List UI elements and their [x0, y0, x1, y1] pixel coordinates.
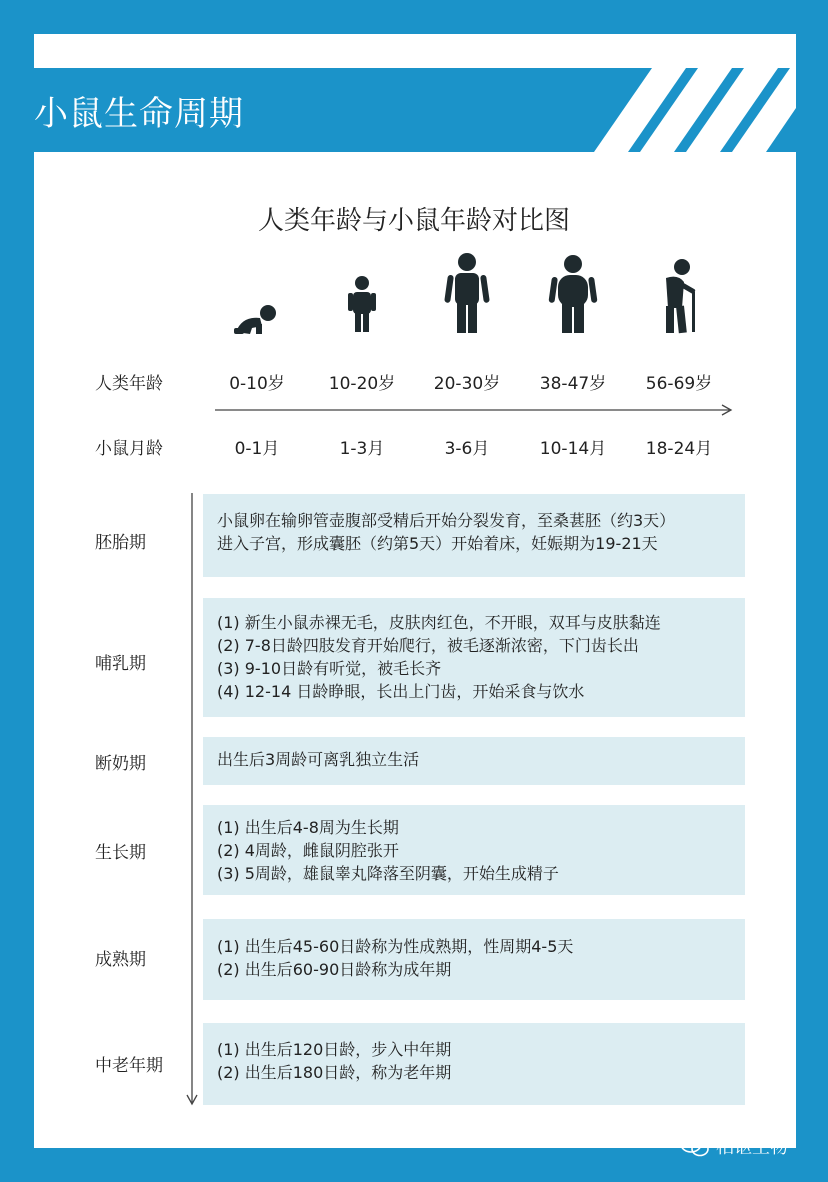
stage-description	[203, 805, 745, 895]
stage-label: 生长期	[95, 843, 146, 863]
watermark	[680, 1133, 788, 1159]
stage-line: (2) 7-8日龄四肢发育开始爬行，被毛逐渐浓密，下门齿长出	[217, 636, 639, 655]
human-age-label: 人类年龄	[95, 374, 163, 394]
stage-line: (1) 新生小鼠赤裸无毛，皮肤肉红色，不开眼，双耳与皮肤黏连	[217, 613, 661, 632]
stage-timeline-arrow	[185, 493, 199, 1108]
stage-line: (2) 出生后60-90日龄称为成年期	[217, 960, 452, 979]
human-age-value: 0-10岁	[229, 374, 285, 394]
watermark-text: 柏讴生物	[716, 1137, 788, 1158]
stage-description	[203, 494, 745, 577]
mouse-age-label: 小鼠月龄	[95, 439, 163, 459]
stage-line: 小鼠卵在输卵管壶腹部受精后开始分裂发育，至桑葚胚（约3天）	[217, 511, 676, 530]
stage-label: 断奶期	[95, 754, 146, 774]
child-icon	[317, 250, 407, 340]
stage-line: (3) 5周龄，雄鼠睾丸降落至阴囊，开始生成精子	[217, 864, 559, 883]
stage-description	[203, 1023, 745, 1105]
middle-aged-man-icon	[528, 250, 618, 340]
mouse-age-value: 3-6月	[444, 439, 490, 459]
decorative-stripes	[536, 68, 796, 152]
title-banner	[34, 68, 796, 152]
mouse-age-value: 10-14月	[539, 439, 607, 459]
stage-line: (4) 12-14 日龄睁眼，长出上门齿，开始采食与饮水	[217, 682, 585, 701]
mouse-age-value: 1-3月	[339, 439, 385, 459]
stage-description	[203, 598, 745, 717]
stage-line: 出生后3周龄可离乳独立生活	[217, 750, 420, 769]
human-age-value: 10-20岁	[328, 374, 396, 394]
human-age-value: 38-47岁	[539, 374, 607, 394]
page-title: 小鼠生命周期	[34, 94, 244, 134]
stage-description	[203, 737, 745, 785]
stage-line: (2) 出生后180日龄，称为老年期	[217, 1063, 452, 1082]
stage-line: (1) 出生后4-8周为生长期	[217, 818, 399, 837]
stage-line: (2) 4周龄，雌鼠阴腔张开	[217, 841, 399, 860]
stage-line: (3) 9-10日龄有听觉，被毛长齐	[217, 659, 442, 678]
stage-label: 中老年期	[95, 1056, 163, 1076]
stage-line: 进入子宫，形成囊胚（约第5天）开始着床，妊娠期为19-21天	[217, 534, 658, 553]
mouse-age-value: 18-24月	[645, 439, 713, 459]
stage-description	[203, 919, 745, 1000]
stage-label: 哺乳期	[95, 654, 146, 674]
human-age-value: 20-30岁	[433, 374, 501, 394]
wechat-icon	[680, 1135, 710, 1157]
baby-crawling-icon	[212, 250, 302, 340]
age-axis-arrow	[215, 402, 735, 418]
stage-line: (1) 出生后45-60日龄称为性成熟期，性周期4-5天	[217, 937, 574, 956]
mouse-age-value: 0-1月	[234, 439, 280, 459]
comparison-title: 人类年龄与小鼠年龄对比图	[257, 206, 570, 236]
stage-label: 胚胎期	[95, 533, 146, 553]
stage-line: (1) 出生后120日龄，步入中年期	[217, 1040, 452, 1059]
human-age-value: 56-69岁	[645, 374, 713, 394]
stage-label: 成熟期	[95, 950, 146, 970]
elderly-man-with-cane-icon	[634, 250, 724, 340]
adult-man-icon	[422, 250, 512, 340]
